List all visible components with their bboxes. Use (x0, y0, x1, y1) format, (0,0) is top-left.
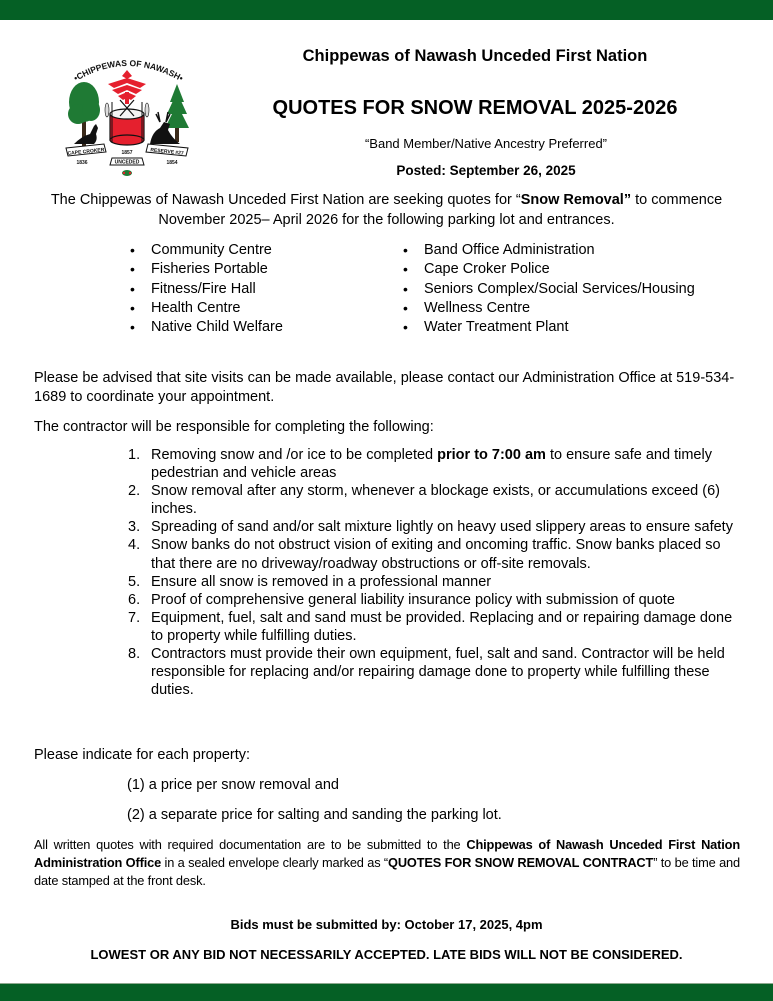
duty-item: 5. Ensure all snow is removed in a professional manner (128, 573, 492, 590)
logo-arc-text: •CHIPPEWAS OF NAWASH• (71, 57, 185, 84)
svg-text:1836: 1836 (76, 160, 88, 166)
top-green-bar (0, 0, 773, 20)
duty-item: 1. Removing snow and /or ice to be completed prior to 7:00 am to ensure safe and timely pedestrian and vehicle areas (128, 447, 712, 482)
location-item: • Seniors Complex/Social Services/Housing (403, 280, 695, 299)
pricing-option-1: (1) a price per snow removal and (127, 777, 339, 793)
duty-item: 4. Snow banks do not obstruct vision of exiting and oncoming traffic. Snow banks placed so that there are no driveway/roadway obstructions or off-site removals. (128, 537, 721, 572)
location-item: • Native Child Welfare (130, 318, 283, 337)
location-item: • Health Centre (130, 299, 283, 318)
svg-text:RESERVE #27: RESERVE #27 (150, 147, 184, 157)
duty-item: 7. Equipment, fuel, salt and sand must be provided. Replacing and or repairing damage done to property while fulfilling duties. (128, 609, 733, 644)
drum-icon (105, 100, 149, 145)
svg-text:1854: 1854 (166, 160, 178, 166)
contractor-duties-list (128, 446, 743, 699)
svg-text:UNCEDED: UNCEDED (114, 159, 140, 166)
svg-text:CAPE CROKER: CAPE CROKER (67, 147, 105, 157)
organization-name: Chippewas of Nawash Unceded First Nation (302, 47, 648, 65)
bid-deadline: Bids must be submitted by: October 17, 2025, 4pm (230, 917, 543, 932)
preference-note: “Band Member/Native Ancestry Preferred” (364, 136, 608, 151)
locations-list-right (403, 241, 695, 337)
location-item: • Fisheries Portable (130, 260, 283, 279)
svg-text:1857: 1857 (121, 150, 133, 156)
location-item: • Community Centre (130, 241, 283, 260)
chippewas-of-nawash-logo (60, 52, 195, 177)
locations-list-left (130, 241, 283, 337)
bottom-green-bar (0, 983, 773, 1001)
site-visit-paragraph: Please be advised that site visits can be made available, please contact our Administration Office at 519-534-1689 to coordinate your appointment. (34, 370, 735, 405)
location-item: • Wellness Centre (403, 299, 695, 318)
snow-removal-emphasis: Snow Removal” (520, 192, 632, 208)
turtle-icon (122, 170, 132, 176)
duty-item: 3. Spreading of sand and/or salt mixture lightly on heavy used slippery areas to ensure safety (128, 519, 733, 536)
contractor-intro: The contractor will be responsible for completing the following: (34, 419, 434, 435)
location-item: • Cape Croker Police (403, 260, 695, 279)
indicate-label: Please indicate for each property: (34, 747, 251, 763)
document-title: QUOTES FOR SNOW REMOVAL 2025-2026 (272, 97, 678, 119)
duty-item: 6. Proof of comprehensive general liability insurance policy with submission of quote (128, 591, 675, 608)
intro-paragraph: The Chippewas of Nawash Unceded First Nation are seeking quotes for “Snow Removal” to commence November 2025– April 2026 for the following parking lot and entrances. (50, 192, 723, 228)
logo-ribbons (66, 144, 188, 166)
thunderbird-icon (108, 70, 146, 104)
submission-instructions: All written quotes with required documentation are to be submitted to the Chippewas of Nawash Unceded First Nation Administration Office in a sealed envelope clearly marked as “QUOTES FOR SNOW REMOVAL CONTRACT” to be time and date stamped at the front desk. (34, 837, 740, 888)
location-item: • Water Treatment Plant (403, 318, 695, 337)
location-item: • Band Office Administration (403, 241, 695, 260)
posted-date: Posted: September 26, 2025 (396, 163, 576, 178)
bid-disclaimer: LOWEST OR ANY BID NOT NECESSARILY ACCEPTED. LATE BIDS WILL NOT BE CONSIDERED. (90, 947, 683, 962)
pricing-option-2: (2) a separate price for salting and sanding the parking lot. (127, 807, 502, 823)
duty-item: 2. Snow removal after any storm, whenever a blockage exists, or accumulations exceed (6) inches. (128, 483, 720, 518)
duty-item: 8. Contractors must provide their own equipment, fuel, salt and sand. Contractor will be held responsible for replacing and/or repairing damage done to property while fulfilling these duties. (128, 646, 725, 699)
location-item: • Fitness/Fire Hall (130, 280, 283, 299)
